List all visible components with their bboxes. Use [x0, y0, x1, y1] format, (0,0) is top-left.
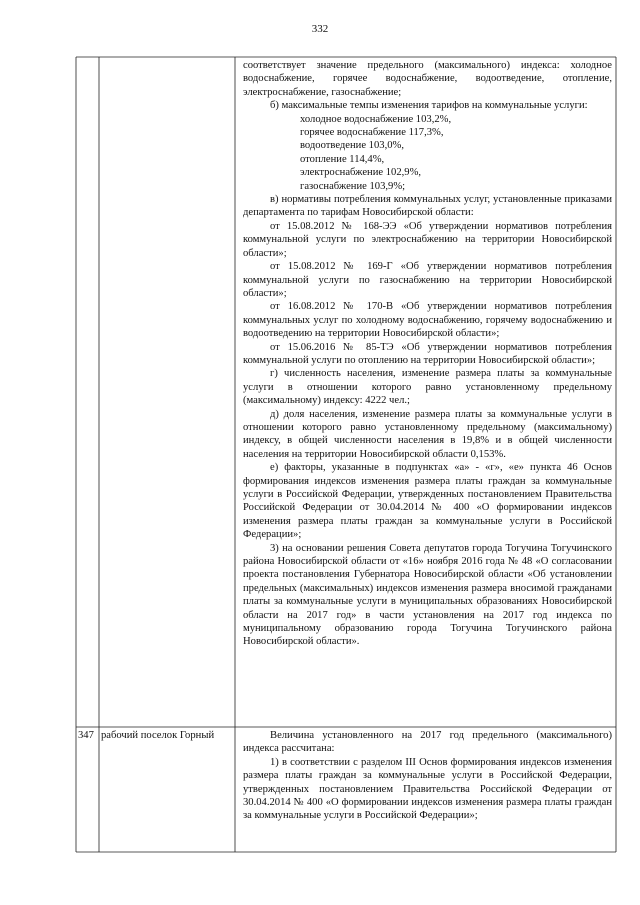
paragraph: д) доля населения, изменение размера платы за коммунальные услуги в отношении которого равно установленному предельному (максимальному) индексу, в общей численности населения в 19,8% и в общей численности населения на территории Новосибирской области 0,153%. — [243, 408, 612, 460]
paragraph: в) нормативы потребления коммунальных услуг, установленные приказами департамента по тарифам Новосибирской области: — [243, 194, 612, 219]
paragraph: 3) на основании решения Совета депутатов города Тогучина Тогучинского района Новосибирской области от «16» ноября 2016 года № 48 «О согласовании проекта постановления Губернатора Новосибирской области «Об установлении предельных (максимальных) индексов изменения размера вносимой гражданами платы за коммунальные услуги в муниципальных образованиях Новосибирской области на 2017 год» в части установления на 2017 год индекса по муниципальному образованию города Тогучина Тогучинского района Новосибирской области». — [243, 542, 612, 648]
municipality-name: рабочий поселок Горный — [101, 730, 215, 741]
tariff-rates-list — [243, 113, 612, 193]
list-item: газоснабжение 103,9%; — [300, 180, 406, 192]
paragraph: 1) в соответствии с разделом III Основ формирования индексов изменения размера платы граждан за коммунальные услуги в Российской Федерации, утвержденных постановлением Правительства Российской Федерации от 30.04.2014 № 400 «О формировании индексов изменения размера платы граждан за коммунальные услуги в Российской Федерации»; — [243, 756, 612, 822]
page-number: 332 — [311, 23, 329, 35]
municipality-name-cell — [101, 729, 231, 742]
paragraph: от 15.08.2012 № 169-Г «Об утверждении нормативов потребления коммунальной услуги по газоснабжению на территории Новосибирской области»; — [243, 261, 612, 299]
continued-row-content — [243, 59, 612, 649]
paragraph: от 16.08.2012 № 170-В «Об утверждении нормативов потребления коммунальных услуг по холодному водоснабжению, горячему водоснабжению и водоотведению на территории Новосибирской области»; — [243, 301, 612, 340]
paragraph: г) численность населения, изменение размера платы за коммунальные услуги в отношении которого равно установленному предельному (максимальному) индексу: 4222 чел.; — [243, 368, 612, 407]
list-item: горячее водоснабжение 117,3%, — [300, 127, 444, 139]
paragraph-tariffs-heading: б) максимальные темпы изменения тарифов на коммунальные услуги: — [270, 100, 588, 112]
list-item: электроснабжение 102,9%, — [300, 167, 422, 179]
paragraph: от 15.06.2016 № 85-ТЭ «Об утверждении нормативов потребления коммунальной услуги по отоплению на территории Новосибирской области»; — [243, 341, 612, 366]
list-item: водоотведение 103,0%, — [300, 140, 404, 152]
paragraph: соответствует значение предельного (максимального) индекса: холодное водоснабжение, горячее водоснабжение, водоотведение, отопление, электроснабжение, газоснабжение; — [243, 60, 612, 98]
row-number: 347 — [78, 730, 94, 741]
paragraph: е) факторы, указанные в подпунктах «а» - «г», «е» пункта 46 Основ формирования индексов изменения размера платы граждан за коммунальные услуги в Российской Федерации, утвержденных постановлением Правительства Российской Федерации от 30.04.2014 № 400 «О формировании индексов изменения размера платы граждан за коммунальные услуги в Российской Федерации»; — [243, 462, 612, 541]
paragraph: Величина установленного на 2017 год предельного (максимального) индекса рассчитана: — [243, 730, 612, 755]
paragraph: от 15.08.2012 № 168-ЭЭ «Об утверждении нормативов потребления коммунальной услуги по электроснабжению на территории Новосибирской области»; — [243, 220, 612, 259]
list-item: холодное водоснабжение 103,2%, — [300, 113, 452, 125]
row-number-cell — [78, 729, 100, 742]
row-content — [243, 729, 612, 823]
list-item: отопление 114,4%, — [300, 153, 385, 165]
